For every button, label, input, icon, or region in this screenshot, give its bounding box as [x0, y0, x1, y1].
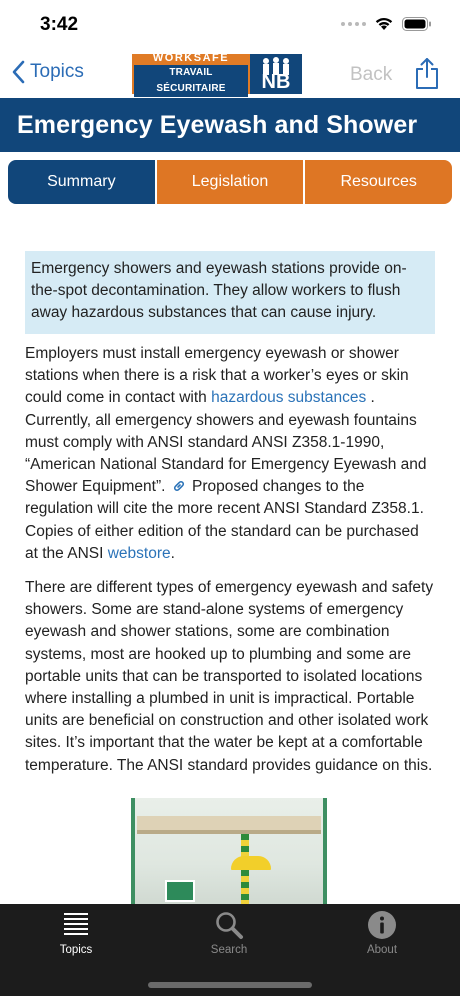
title-band — [0, 98, 460, 152]
tab-resources[interactable]: Resources — [303, 160, 452, 204]
hazardous-substances-link[interactable]: hazardous substances — [211, 389, 367, 407]
eyewash-station-photo — [131, 798, 327, 904]
tab-legislation[interactable]: Legislation — [155, 160, 304, 204]
link-icon[interactable] — [172, 479, 186, 493]
search-icon — [214, 910, 244, 940]
wifi-icon — [374, 16, 394, 31]
status-time: 3:42 — [40, 14, 79, 35]
logo-mark: NB — [261, 71, 291, 93]
content-scroll-area[interactable] — [0, 220, 460, 904]
home-indicator[interactable] — [148, 982, 312, 988]
tab-summary[interactable]: Summary — [8, 160, 155, 204]
worksafe-nb-logo — [132, 54, 302, 94]
tabbar-item-about[interactable] — [332, 910, 432, 956]
page-title: Emergency Eyewash and Shower — [17, 110, 418, 139]
webstore-link[interactable]: webstore — [107, 544, 171, 562]
info-icon — [367, 910, 397, 940]
back-to-topics-button[interactable] — [12, 60, 84, 84]
logo-line2: TRAVAIL SÉCURITAIRE — [134, 65, 248, 97]
paragraph-requirements: Employers must install emergency eyewash or shower stations when there is a risk that a worker’s eyes or skin could come in contact with hazardous substances . Currently, all emergency showers and eyewash fountains must comply with ANSI standard ANSI Z358.1-1990, “American National Standard for Emergency Eyewash and Shower Equipment”. Proposed changes to the regulation will cite the more recent ANSI Standard Z358.1. Copies of either edition of the standard can be purchased at the ANSI webstore. — [25, 345, 427, 562]
summary-callout: Emergency showers and eyewash stations provide on-the-spot decontamination. They allow workers to flush away hazardous substances that can cause injury. — [25, 251, 435, 334]
back-button-disabled[interactable]: Back — [350, 64, 393, 85]
bottom-tab-bar — [0, 904, 460, 996]
logo-line1: WORKSAFE — [152, 52, 230, 64]
tabbar-label-search: Search — [210, 944, 248, 956]
paragraph-types: There are different types of emergency eyewash and safety showers. Some are stand-alone systems of emergency eyewash and shower stations, some are combination systems, most are hooked up to plumbing and some are portable units that can be transported to isolated locations where installing a plumbed in unit is impractical. Portable units are beneficial on construction and other isolated work sites. It’s important that the water be kept at a comfortable temperature. The ANSI standard provides guidance on this. — [25, 579, 434, 774]
chevron-left-icon — [12, 60, 26, 84]
battery-icon — [402, 17, 432, 31]
list-icon — [62, 910, 90, 940]
tabbar-label-about: About — [366, 944, 398, 956]
segmented-tabs — [8, 160, 452, 204]
cellular-dots-icon — [341, 22, 366, 26]
tabbar-label-topics: Topics — [59, 944, 93, 956]
status-bar — [0, 0, 460, 50]
tabbar-item-topics[interactable] — [26, 910, 126, 956]
navigation-bar — [0, 50, 460, 98]
tabbar-item-search[interactable] — [179, 910, 279, 956]
status-icons — [341, 16, 432, 31]
back-label: Topics — [30, 61, 84, 82]
share-icon[interactable] — [414, 56, 440, 90]
